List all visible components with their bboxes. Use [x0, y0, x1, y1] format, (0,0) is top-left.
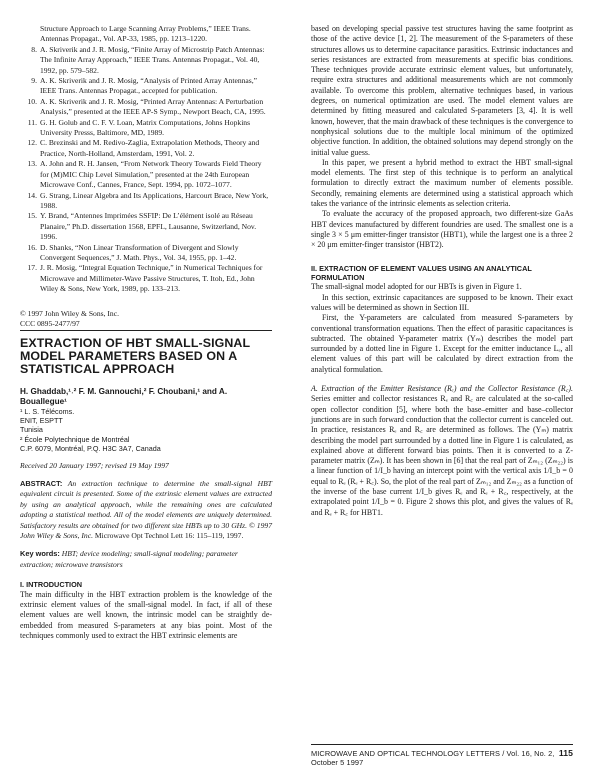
copyright-line: © 1997 John Wiley & Sons, Inc. — [20, 308, 119, 318]
reference-number: 12. — [27, 138, 37, 148]
reference-text: G. H. Golub and C. F. V. Loan, Matrix Computations, Johns Hopkins University Presss, Baltimore, MD, 1989. — [40, 117, 251, 138]
reference-item — [20, 138, 272, 159]
abstract — [20, 479, 272, 541]
page-number: 115 — [558, 748, 573, 758]
journal-running-title: MICROWAVE AND OPTICAL TECHNOLOGY LETTERS / Vol. 16, No. 2, October 5 1997 — [311, 749, 555, 767]
reference-text: Y. Brand, “Antennes Imprimées SSFIP: De L’élément isolé au Réseau Planaire,” Ph.D. dissertation 1568, EPFL, Lausanne, Switzerland, Nov. 1996. — [40, 211, 257, 242]
affiliation-line: Tunisia — [20, 425, 43, 435]
received-dates: Received 20 January 1997; revised 19 May 1997 — [20, 461, 169, 471]
reference-text: C. Brezinski and M. Redivo-Zaglia, Extrapolation Methods, Theory and Practice, North-Holland, Amsterdam, 1991, Vol. 2. — [40, 138, 260, 158]
subsection-paragraph — [311, 384, 573, 518]
affiliation-line: C.P. 6079, Montréal, P.Q. H3C 3A7, Canada — [20, 443, 161, 453]
reference-item — [20, 45, 272, 76]
reference-text: A. John and R. H. Jansen, “From Network Theory Towards Field Theory for (M)MIC Chip Level Simulation,” presented at the 24th European Microwave Conf., Cannes, France, Sept. 1994, pp. 1072–1077. — [40, 159, 262, 190]
right-column — [311, 24, 573, 518]
reference-number: 17. — [27, 263, 37, 273]
ccc-code: CCC 0895-2477/97 — [20, 318, 80, 328]
section-heading-extraction: II. EXTRACTION OF ELEMENT VALUES USING AN ANALYTICAL FORMULATION — [311, 263, 532, 282]
page-footer — [311, 744, 573, 767]
affiliations — [20, 407, 272, 453]
affiliation-line: ² École Polytechnique de Montréal — [20, 434, 130, 444]
reference-text: G. Strang, Linear Algebra and Its Applications, Harcourt Brace, New York, 1988. — [40, 190, 269, 210]
reference-text: A. Skriverik and J. R. Mosig, “Finite Array of Microstrip Patch Antennas: The Infinite Array Approach,” IEEE Trans. Antennas Propagat., Vol. 40, 1992, pp. 579–582. — [40, 44, 265, 75]
section-heading-introduction: I. INTRODUCTION — [20, 580, 83, 590]
reference-number: 13. — [27, 159, 37, 169]
reference-text: A. K. Skriverik and J. R. Mosig, “Analysis of Printed Array Antennas,” IEEE Trans. Antennas Propagat., accepted for publication. — [40, 76, 258, 96]
reference-item — [20, 118, 272, 139]
reference-number: 16. — [27, 242, 37, 252]
article-authors: H. Ghaddab,¹˒² F. M. Gannouchi,² F. Choubani,¹ and A. Bouallegue¹ — [20, 386, 228, 406]
reference-item — [20, 76, 272, 97]
reference-text: D. Shanks, “Non Linear Transformation of Divergent and Slowly Convergent Sequences,” J. Math. Phys., Vol. 34, 1955, pp. 1–42. — [40, 242, 239, 262]
reference-item — [20, 191, 272, 212]
affiliation-line: ¹ L. S. Télécoms. — [20, 407, 75, 417]
affiliation-line: ENIT, ESPTT — [20, 416, 63, 426]
section-paragraph: First, the Y-parameters are calculated from measured S-parameters by conventional transformation equations. Then the effect of parasitic capacitances is subtracted. The obtained Y-parameter matrix (Yₘ) describes the model part surrounded by a dotted line in Figure 1. Except for the emitter inductance Lₑ, all element values of this part will be calculated by direct extraction from the analytical formulation. — [311, 313, 573, 374]
subsection-text: Series emitter and collector resistances Rₑ and R꜀ are calculated at the so-called open collector condition [5], where both the base–emitter and base–collector junctions are in such forward conduction that the collector current is canceled out. In practice, resistances Rₑ and R꜀ are determined as follows. The (Yₘ) matrix describing the model part surrounded by a dotted line in Figure 1 is calculated, as explained above at different forward bias points. Then it is converted to a Z-parameter matrix (Zₘ). It has been shown in [6] that the real part of Zₘ₁₂ (Zₘ₂₂) is a linear function of 1/I_b having an intercept point with the vertical axis 1/I_b = 0 equal to Rₑ (Rₑ + R꜀). So, the plot of the real part of Zₘ₁₂ and Zₘ₂₂ as a function of the inverse of the base current 1/I_b gives Rₑ and Rₑ + R꜀, respectively, at the extrapolated point 1/I_b = 0. Figure 2 shows this plot, and gives the values of Rₑ and Rₑ + R꜀ for HBT1. — [311, 394, 573, 517]
reference-number: 10. — [27, 96, 37, 106]
abstract-citation: Microwave Opt Technol Lett 16: 115–119, 1997. — [94, 531, 244, 541]
reference-text: Structure Approach to Large Scanning Array Problems,” IEEE Trans. Antennas Propagat., Vol. AP-33, 1985, pp. 1213–1220. — [40, 24, 251, 44]
reference-item — [20, 159, 272, 190]
reference-number: 8. — [31, 44, 37, 54]
introduction-paragraph: The main difficulty in the HBT extraction problem is the knowledge of the extrinsic element values of the small-signal model. In fact, if all of these element values are well known, the intrinsic model can be straightly de-embedded from measured S-parameters at any bias point. Most of the techniques commonly used to extract the HBT extrinsic elements are — [20, 589, 272, 640]
section-paragraph: The small-signal model adopted for our HBTs is given in Figure 1. — [311, 282, 522, 292]
introduction-paragraph: To evaluate the accuracy of the proposed approach, two different-size GaAs HBT devices manufactured by different foundries are used. The smallest one is a single 3 × 5 μm emitter-finger transistor (HBT1), while the largest one is a three 2 × 20 μm emitter-finger transistor (HBT2). — [311, 209, 573, 250]
abstract-label: ABSTRACT: — [20, 479, 63, 489]
reference-list — [20, 24, 272, 295]
copyright-block — [20, 309, 272, 329]
section-paragraph: In this section, extrinsic capacitances are supposed to be known. Their exact values will be determined as shown in Section III. — [311, 292, 573, 312]
reference-number: 11. — [27, 117, 37, 127]
article-divider — [20, 330, 272, 331]
reference-text: A. K. Skriverik and J. R. Mosig, “Printed Array Antennas: A Perturbation Analysis,” presented at the IEEE AP-S Symp., Newport Beach, CA, 1995. — [40, 96, 266, 117]
subsection-title: A. Extraction of the Emitter Resistance (Rₑ) and the Collector Resistance (R꜀). — [311, 384, 573, 394]
left-column — [20, 24, 272, 329]
reference-item — [20, 263, 272, 294]
reference-text: J. R. Mosig, “Integral Equation Technique,” in Numerical Techniques for Microwave and Millimeter-Wave Passive Structures, T. Itoh, Ed., John Wiley & Sons, New York, 1989, pp. 133–213. — [40, 263, 263, 294]
keywords — [20, 549, 272, 570]
keywords-text: HBT; device modeling; small-signal modeling; parameter extraction; microwave transistors — [20, 549, 238, 569]
reference-number: 15. — [27, 211, 37, 221]
reference-number: 14. — [27, 190, 37, 200]
reference-number: 9. — [31, 76, 37, 86]
article-header — [20, 337, 272, 641]
abstract-text: An extraction technique to determine the small-signal HBT equivalent circuit is presented. Some of the extrinsic element values are extracted by using an analytical approach, while the remaining ones are calculated adopting a statistical method. All of the model elements are uniquely determined. Satisfactory results are obtained for two different size HBTs up to 30 GHz. © 1997 John Wiley & Sons, Inc. — [20, 479, 272, 541]
keywords-label: Key words: — [20, 549, 60, 559]
reference-item — [20, 243, 272, 264]
introduction-paragraph: In this paper, we present a hybrid method to extract the HBT small-signal model elements. The first step of this technique is to perform an analytical formulation to directly extract the maximum number of elements possible. Secondly, remaining elements are determined using a statistical approach which takes the variance of the intrinsic elements as selection criteria. — [311, 157, 573, 209]
reference-item — [20, 97, 272, 118]
reference-item — [20, 211, 272, 242]
article-title: EXTRACTION OF HBT SMALL-SIGNAL MODEL PARAMETERS BASED ON A STATISTICAL APPROACH — [20, 336, 250, 377]
reference-item — [20, 24, 272, 45]
introduction-paragraph-continued: based on developing special passive test structures having the same footprint as those of the active device [1, 2]. The measurement of the S-parameters of these structures allows us to determine capacitance parasitics. Extrinsic inductances and series resistances are extracted from measurements at specific bias conditions. These techniques provide accurate extrinsic element values, but unfortunately, require extra structures and additional measurements which are not commonly available. To overcome this problem, alternative techniques based, in various degrees, on numerical optimization are used. The model element values are determined by fitting measured and calculated S-parameters [3, 4]. It is well known, however, that the main drawback of these techniques is the convergence to nonphysical solutions due to the multiple local minimum of the optimized objective function. In addition, the obtained solutions may depend strongly on the initial value guess. — [311, 24, 573, 157]
